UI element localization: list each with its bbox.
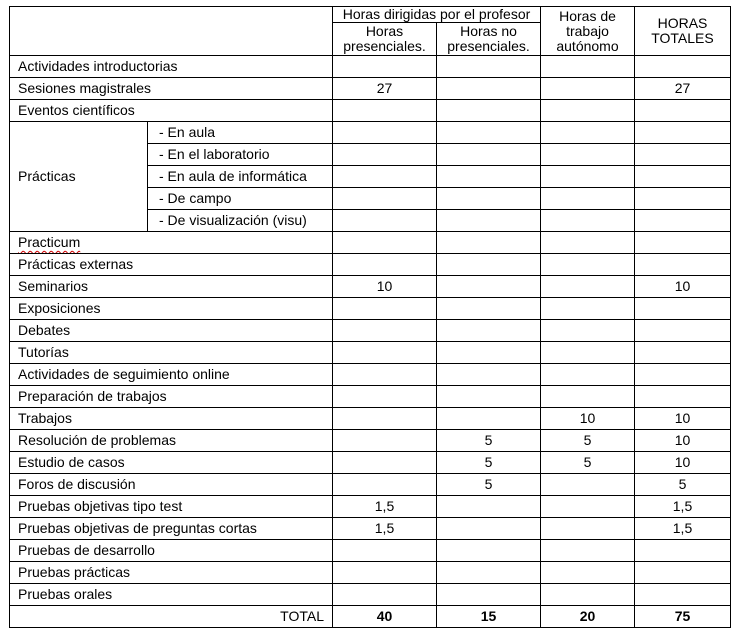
- table-row: [10, 540, 731, 562]
- cell-autonomo: [541, 584, 635, 606]
- cell-presenciales: [333, 254, 437, 276]
- cell-total: 5: [635, 474, 731, 496]
- cell-presenciales: [333, 210, 437, 232]
- cell-autonomo: [541, 298, 635, 320]
- header-totales: HORAS TOTALES: [635, 7, 731, 56]
- cell-autonomo: [541, 188, 635, 210]
- row-label: Pruebas objetivas tipo test: [10, 496, 333, 518]
- cell-no-presenciales: [437, 122, 541, 144]
- cell-autonomo: [541, 56, 635, 78]
- cell-total: 10: [635, 276, 731, 298]
- cell-autonomo: [541, 144, 635, 166]
- cell-no-presenciales: [437, 166, 541, 188]
- table-row: [10, 386, 731, 408]
- cell-presenciales: [333, 320, 437, 342]
- cell-autonomo: [541, 122, 635, 144]
- row-label: Eventos científicos: [10, 100, 333, 122]
- cell-no-presenciales: [437, 408, 541, 430]
- cell-presenciales: 1,5: [333, 496, 437, 518]
- cell-presenciales: [333, 386, 437, 408]
- table-row: [10, 232, 731, 254]
- total-presenciales: 40: [333, 606, 437, 628]
- cell-total: [635, 386, 731, 408]
- cell-autonomo: [541, 540, 635, 562]
- table-row: [10, 408, 731, 430]
- table-row: [10, 562, 731, 584]
- practicas-sub-label: - En el laboratorio: [148, 144, 333, 166]
- cell-total: [635, 584, 731, 606]
- cell-autonomo: [541, 518, 635, 540]
- cell-presenciales: [333, 144, 437, 166]
- cell-no-presenciales: [437, 188, 541, 210]
- table-row: [10, 452, 731, 474]
- cell-total: 1,5: [635, 518, 731, 540]
- cell-presenciales: 27: [333, 78, 437, 100]
- cell-no-presenciales: [437, 210, 541, 232]
- cell-presenciales: [333, 408, 437, 430]
- cell-no-presenciales: [437, 518, 541, 540]
- cell-total: [635, 320, 731, 342]
- cell-autonomo: 5: [541, 452, 635, 474]
- row-label: Prácticas externas: [10, 254, 333, 276]
- table-row: [10, 518, 731, 540]
- cell-presenciales: [333, 56, 437, 78]
- table-row: [10, 474, 731, 496]
- cell-total: 10: [635, 430, 731, 452]
- cell-autonomo: 5: [541, 430, 635, 452]
- cell-presenciales: [333, 584, 437, 606]
- table-row: [10, 430, 731, 452]
- cell-no-presenciales: [437, 496, 541, 518]
- cell-presenciales: [333, 540, 437, 562]
- table-row: [10, 584, 731, 606]
- row-label: Actividades de seguimiento online: [10, 364, 333, 386]
- cell-presenciales: [333, 342, 437, 364]
- cell-no-presenciales: 5: [437, 474, 541, 496]
- cell-total: [635, 210, 731, 232]
- cell-no-presenciales: [437, 364, 541, 386]
- cell-total: [635, 232, 731, 254]
- cell-autonomo: 10: [541, 408, 635, 430]
- row-label: Tutorías: [10, 342, 333, 364]
- table-row: [10, 496, 731, 518]
- hours-table-body: [10, 7, 731, 628]
- cell-autonomo: [541, 364, 635, 386]
- header-presenciales: Horas presenciales.: [333, 23, 437, 56]
- cell-no-presenciales: [437, 540, 541, 562]
- row-label: Seminarios: [10, 276, 333, 298]
- cell-autonomo: [541, 496, 635, 518]
- cell-no-presenciales: [437, 386, 541, 408]
- cell-autonomo: [541, 562, 635, 584]
- cell-total: [635, 100, 731, 122]
- cell-total: [635, 540, 731, 562]
- row-label: Exposiciones: [10, 298, 333, 320]
- table-row: [10, 56, 731, 78]
- cell-total: [635, 56, 731, 78]
- row-label: Debates: [10, 320, 333, 342]
- cell-no-presenciales: [437, 254, 541, 276]
- cell-no-presenciales: [437, 584, 541, 606]
- total-row: [10, 606, 731, 628]
- cell-total: [635, 562, 731, 584]
- cell-no-presenciales: [437, 100, 541, 122]
- cell-no-presenciales: [437, 78, 541, 100]
- cell-autonomo: [541, 78, 635, 100]
- cell-presenciales: [333, 474, 437, 496]
- cell-no-presenciales: [437, 276, 541, 298]
- cell-autonomo: [541, 474, 635, 496]
- practicas-sub-label: - En aula de informática: [148, 166, 333, 188]
- row-label: Practicum: [10, 232, 333, 254]
- cell-no-presenciales: [437, 320, 541, 342]
- row-label: Sesiones magistrales: [10, 78, 333, 100]
- table-row: [10, 276, 731, 298]
- cell-presenciales: [333, 364, 437, 386]
- cell-no-presenciales: 5: [437, 452, 541, 474]
- total-label: TOTAL: [10, 606, 333, 628]
- cell-no-presenciales: 5: [437, 430, 541, 452]
- cell-no-presenciales: [437, 144, 541, 166]
- cell-autonomo: [541, 386, 635, 408]
- cell-presenciales: [333, 122, 437, 144]
- cell-autonomo: [541, 166, 635, 188]
- cell-autonomo: [541, 276, 635, 298]
- cell-autonomo: [541, 232, 635, 254]
- row-label: Actividades introductorias: [10, 56, 333, 78]
- table-row: [10, 78, 731, 100]
- cell-presenciales: 1,5: [333, 518, 437, 540]
- cell-total: [635, 342, 731, 364]
- table-row: [10, 298, 731, 320]
- cell-presenciales: [333, 298, 437, 320]
- cell-presenciales: [333, 232, 437, 254]
- cell-total: 1,5: [635, 496, 731, 518]
- table-row: [10, 100, 731, 122]
- row-label: Preparación de trabajos: [10, 386, 333, 408]
- table-row: [10, 122, 731, 144]
- practicas-sub-label: - De campo: [148, 188, 333, 210]
- cell-no-presenciales: [437, 562, 541, 584]
- hours-table: [9, 6, 731, 628]
- cell-total: [635, 144, 731, 166]
- cell-presenciales: [333, 100, 437, 122]
- cell-no-presenciales: [437, 56, 541, 78]
- cell-total: [635, 364, 731, 386]
- table-row: [10, 254, 731, 276]
- row-label: Pruebas objetivas de preguntas cortas: [10, 518, 333, 540]
- table-row: [10, 364, 731, 386]
- table-row: [10, 320, 731, 342]
- cell-no-presenciales: [437, 232, 541, 254]
- row-label: Pruebas orales: [10, 584, 333, 606]
- header-no-presenciales: Horas no presenciales.: [437, 23, 541, 56]
- cell-total: [635, 254, 731, 276]
- row-label: Pruebas de desarrollo: [10, 540, 333, 562]
- row-label: Foros de discusión: [10, 474, 333, 496]
- cell-autonomo: [541, 100, 635, 122]
- table-row: [10, 342, 731, 364]
- cell-autonomo: [541, 210, 635, 232]
- practicas-sub-label: - De visualización (visu): [148, 210, 333, 232]
- header-blank-cell: [10, 7, 333, 56]
- cell-total: 27: [635, 78, 731, 100]
- row-label: Trabajos: [10, 408, 333, 430]
- cell-total: [635, 166, 731, 188]
- cell-total: 10: [635, 452, 731, 474]
- cell-total: [635, 188, 731, 210]
- cell-presenciales: [333, 166, 437, 188]
- row-label: Resolución de problemas: [10, 430, 333, 452]
- header-group-label: Horas dirigidas por el profesor: [333, 7, 541, 23]
- total-autonomo: 20: [541, 606, 635, 628]
- cell-autonomo: [541, 254, 635, 276]
- practicas-group-label: Prácticas: [10, 122, 148, 232]
- header-row-top: [10, 7, 731, 23]
- practicas-sub-label: - En aula: [148, 122, 333, 144]
- cell-no-presenciales: [437, 298, 541, 320]
- cell-presenciales: 10: [333, 276, 437, 298]
- row-label: Pruebas prácticas: [10, 562, 333, 584]
- cell-no-presenciales: [437, 342, 541, 364]
- cell-total: 10: [635, 408, 731, 430]
- cell-total: [635, 298, 731, 320]
- total-total: 75: [635, 606, 731, 628]
- header-autonomo: Horas de trabajo autónomo: [541, 7, 635, 56]
- cell-presenciales: [333, 430, 437, 452]
- cell-presenciales: [333, 188, 437, 210]
- cell-total: [635, 122, 731, 144]
- total-no-presenciales: 15: [437, 606, 541, 628]
- cell-autonomo: [541, 342, 635, 364]
- cell-autonomo: [541, 320, 635, 342]
- cell-presenciales: [333, 452, 437, 474]
- cell-presenciales: [333, 562, 437, 584]
- row-label: Estudio de casos: [10, 452, 333, 474]
